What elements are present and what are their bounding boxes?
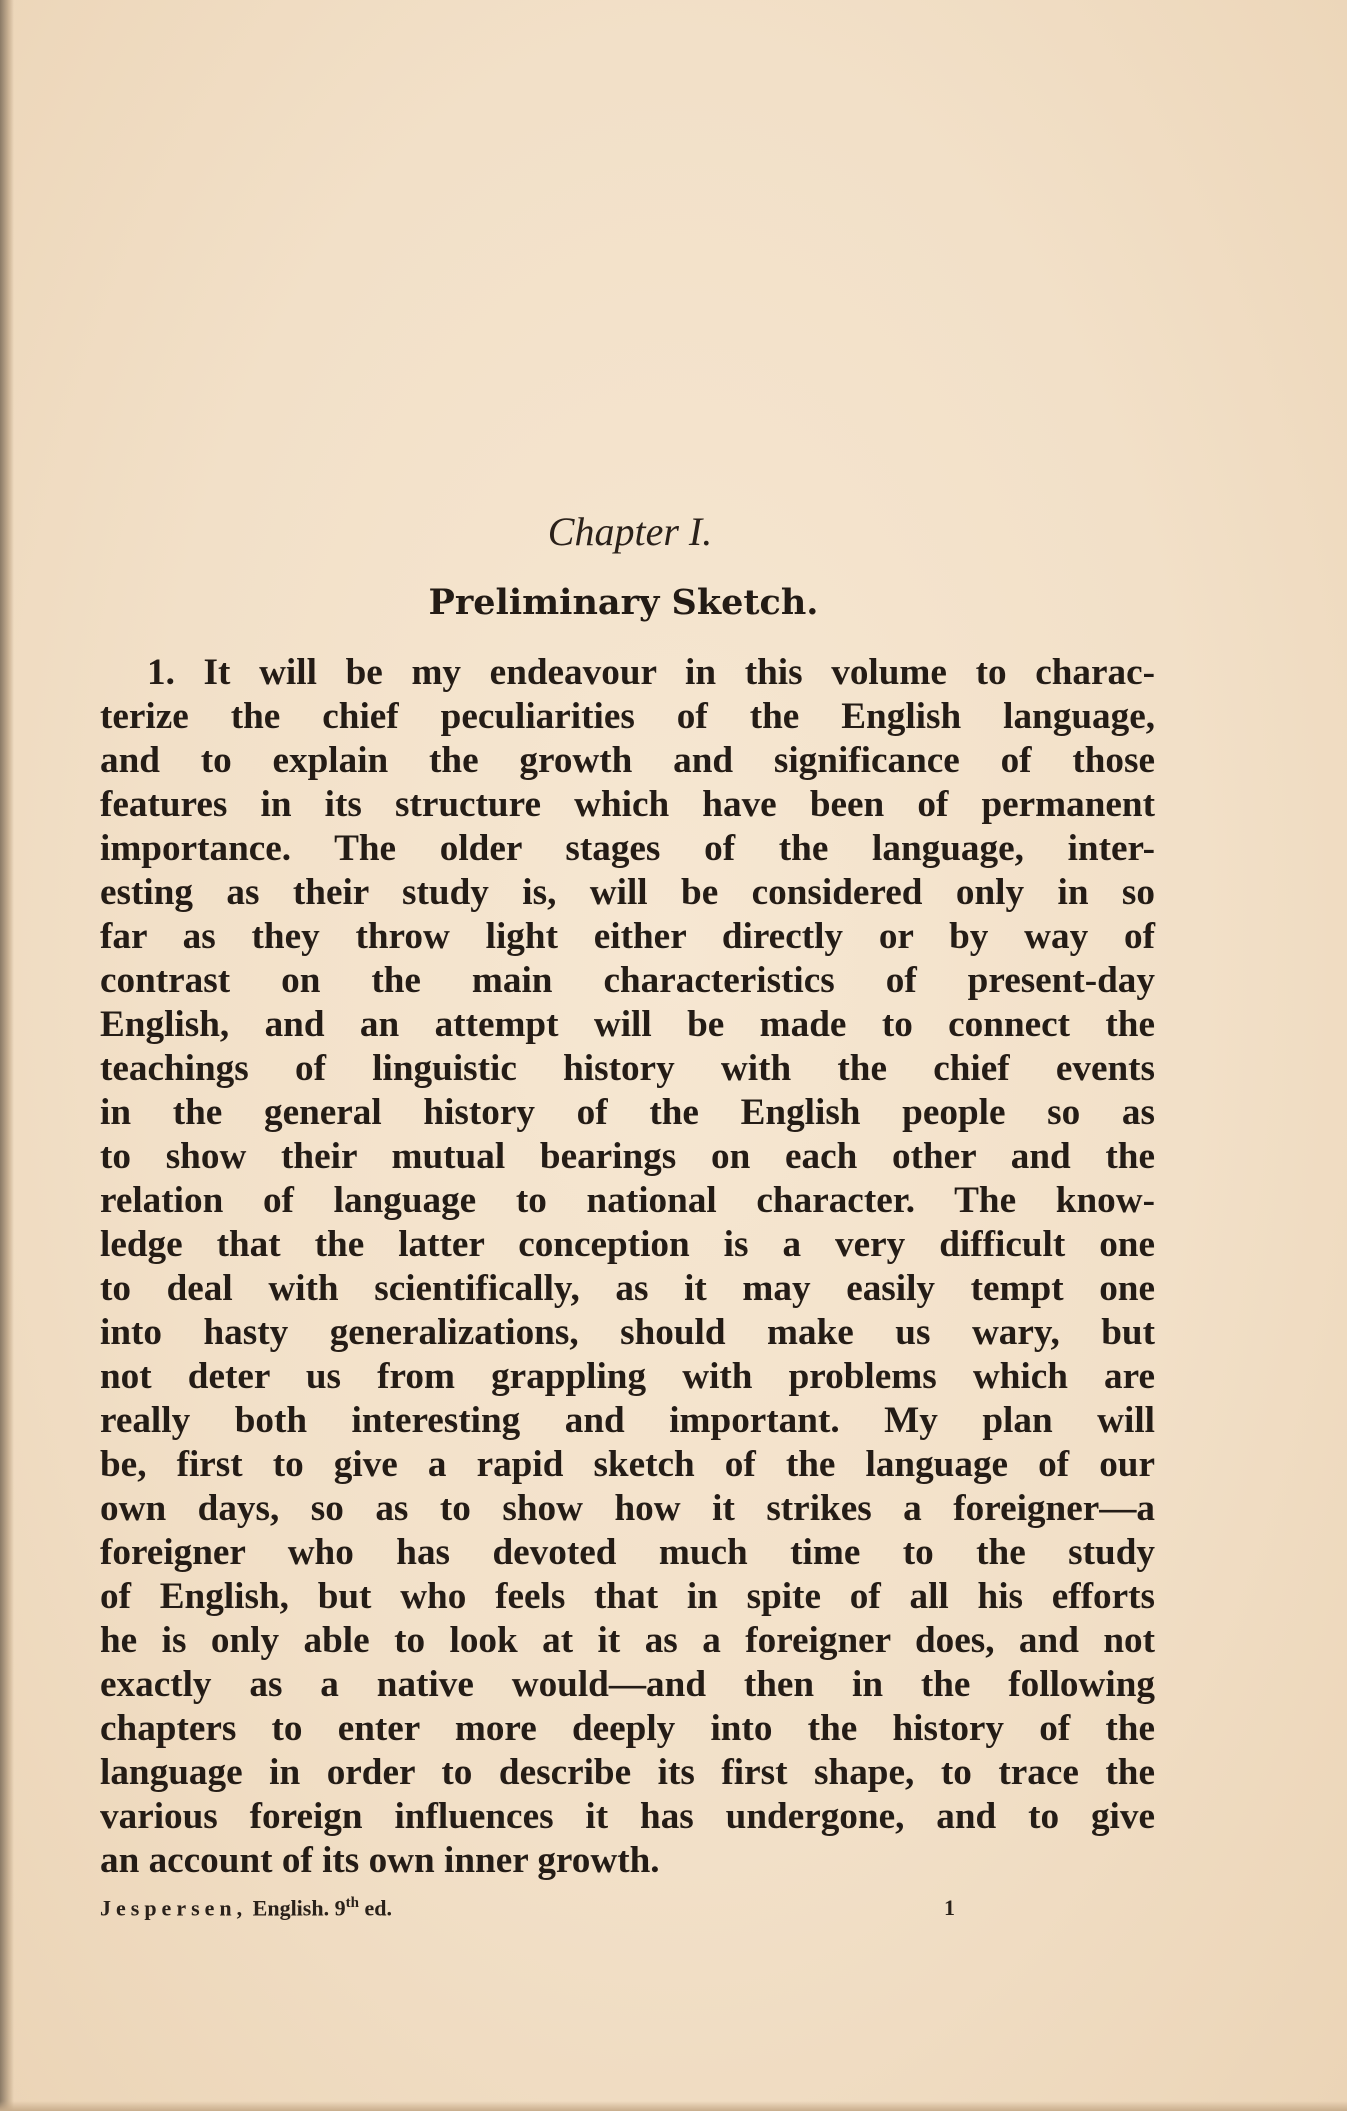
text-line: contrast on the main characteristics of present-day [100,960,1155,1001]
text-line: chapters to enter more deeply into the history of the [100,1708,1155,1749]
text-line: various foreign influences it has undergone, and to give [100,1796,1155,1837]
page-footer [100,1895,1155,1935]
text-line: he is only able to look at it as a foreigner does, and not [100,1620,1155,1661]
text-line: 1. It will be my endeavour in this volume to charac- [147,652,1155,693]
text-line: an account of its own inner growth. [100,1840,660,1881]
text-line: foreigner who has devoted much time to the study [100,1532,1155,1573]
text-line: really both interesting and important. My plan will [100,1400,1155,1441]
footer-edition-superscript: th [345,1895,359,1911]
footer-author: Jespersen, [100,1895,248,1921]
text-line: relation of language to national character. The know- [100,1180,1155,1221]
text-line: language in order to describe its first shape, to trace the [100,1752,1155,1793]
body-paragraph [100,651,1155,1883]
text-line: in the general history of the English people so as [100,1092,1155,1133]
page-number: 1 [944,1895,955,1920]
text-line: teachings of linguistic history with the chief events [100,1048,1155,1089]
section-title: Preliminary Sketch. [428,582,819,623]
text-line: to show their mutual bearings on each other and the [100,1136,1155,1177]
text-line: importance. The older stages of the language, inter- [100,828,1155,869]
text-line: not deter us from grappling with problems which are [100,1356,1155,1397]
text-line: esting as their study is, will be considered only in so [100,872,1155,913]
text-line: be, first to give a rapid sketch of the language of our [100,1444,1155,1485]
text-line: of English, but who feels that in spite of all his efforts [100,1576,1155,1617]
signature-mark [100,1895,392,1921]
text-line: into hasty generalizations, should make us wary, but [100,1312,1155,1353]
chapter-heading: Chapter I. [547,509,713,554]
text-line: far as they throw light either directly or by way of [100,916,1155,957]
text-line: own days, so as to show how it strikes a foreigner—a [100,1488,1155,1529]
text-line: ledge that the latter conception is a very difficult one [100,1224,1155,1265]
text-line: English, and an attempt will be made to connect the [100,1004,1155,1045]
footer-edition-suffix: ed. [358,1895,392,1921]
text-line: exactly as a native would—and then in the following [100,1664,1155,1705]
text-line: and to explain the growth and significance of those [100,740,1155,781]
footer-work: English. 9 [252,1895,346,1921]
text-line: to deal with scientifically, as it may easily tempt one [100,1268,1155,1309]
text-line: terize the chief peculiarities of the English language, [100,696,1155,737]
text-line: features in its structure which have been of permanent [100,784,1155,825]
